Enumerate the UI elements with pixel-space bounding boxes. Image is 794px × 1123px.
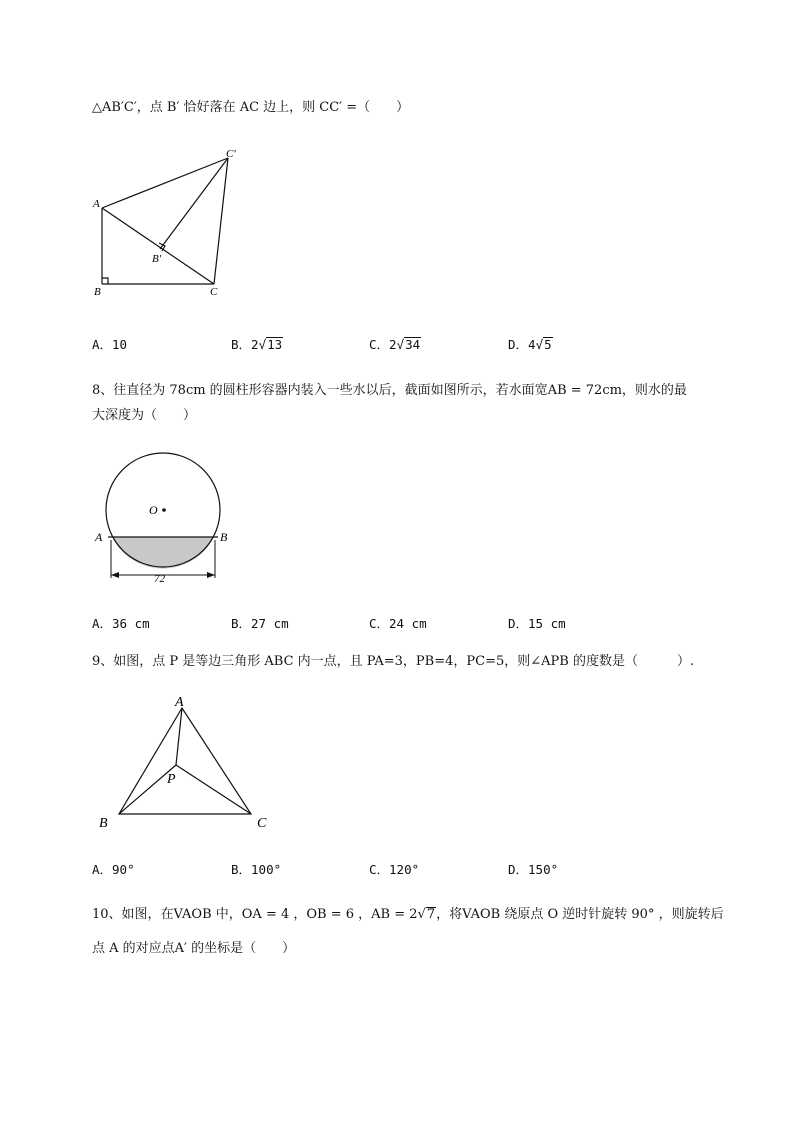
q7-option-b-prefix: B．2: [231, 337, 259, 352]
q7-label-b: B: [94, 286, 101, 298]
q7-label-bp: B′: [152, 253, 162, 265]
q9-stem: 9、如图，点 P 是等边三角形 ABC 内一点，且 PA=3，PB=4，PC=5，则∠APB 的度数是（ ）.: [92, 654, 695, 669]
q7-label-c: C: [210, 286, 218, 298]
q8-option-c[interactable]: C．24 cm: [369, 616, 427, 631]
q8-label-width: 72: [154, 573, 165, 585]
q8-option-a[interactable]: A．36 cm: [92, 616, 150, 631]
q7-option-c[interactable]: C．2√34: [369, 337, 421, 352]
q10-stem-line1: 10、如图，在VAOB 中，OA = 4 ，OB = 6 ，AB = 2√7，将VAOB 绕原点 O 逆时针旋转 90° ，则旋转后: [92, 907, 724, 922]
q7-option-b[interactable]: B．2√13: [231, 337, 283, 352]
q7-label-cp: C′: [226, 148, 236, 160]
q9-option-b[interactable]: B．100°: [231, 862, 282, 877]
q9-label-b: B: [99, 816, 108, 831]
q8-label-o: O: [149, 503, 158, 517]
q8-figure: [90, 460, 240, 595]
q7-option-d-radicand: 5: [544, 337, 552, 352]
q7-side-cpc: [214, 158, 228, 284]
q9-triangle-abc: [119, 708, 251, 814]
q7-option-a[interactable]: A．10: [92, 337, 128, 352]
q10-stem-part-a: 10、如图，在VAOB 中，OA = 4 ，OB = 6 ，AB = 2: [92, 907, 418, 922]
q7-stem: △AB′C′，点 B′ 恰好落在 AC 边上，则 CC′ =（ ）: [92, 100, 410, 115]
q9-option-a[interactable]: A．90°: [92, 862, 135, 877]
q7-option-d[interactable]: D．4√5: [508, 337, 552, 352]
q9-option-d[interactable]: D．150°: [508, 862, 559, 877]
q7-label-a: A: [93, 198, 100, 210]
q7-option-c-radicand: 34: [405, 337, 421, 352]
q8-stem-line2: 大深度为（ ）: [92, 408, 197, 423]
q7-figure: [88, 142, 248, 302]
q8-label-b: B: [220, 530, 228, 544]
q7-option-d-prefix: D．4: [508, 337, 536, 352]
q10-stem-part-b: ，将VAOB 绕原点 O 逆时针旋转 90° ，则旋转后: [436, 907, 724, 922]
q9-label-p: P: [167, 772, 176, 787]
q8-water-region: [112, 537, 214, 569]
q7-option-b-radicand: 13: [267, 337, 283, 352]
q9-figure: [95, 690, 285, 840]
q7-right-angle-b: [102, 278, 108, 284]
q8-option-d[interactable]: D．15 cm: [508, 616, 566, 631]
q9-label-c: C: [257, 816, 267, 831]
q9-option-c[interactable]: C．120°: [369, 862, 420, 877]
q10-stem-radicand: 7: [426, 907, 436, 922]
q8-center-dot: [162, 508, 166, 512]
q8-stem-line1: 8、往直径为 78cm 的圆柱形容器内装入一些水以后，截面如图所示，若水面宽AB = 72cm，则水的最: [92, 383, 687, 398]
q8-label-a: A: [95, 530, 103, 544]
q7-side-ac: [102, 208, 214, 284]
q10-stem-line2: 点 A 的对应点A′ 的坐标是（ ）: [92, 941, 296, 956]
q8-option-b[interactable]: B．27 cm: [231, 616, 289, 631]
q8-dim-arrow-left: [111, 572, 119, 578]
q8-dim-arrow-right: [207, 572, 215, 578]
q7-option-c-prefix: C．2: [369, 337, 397, 352]
q9-label-a: A: [175, 695, 184, 710]
q9-segment-pc: [176, 765, 251, 814]
